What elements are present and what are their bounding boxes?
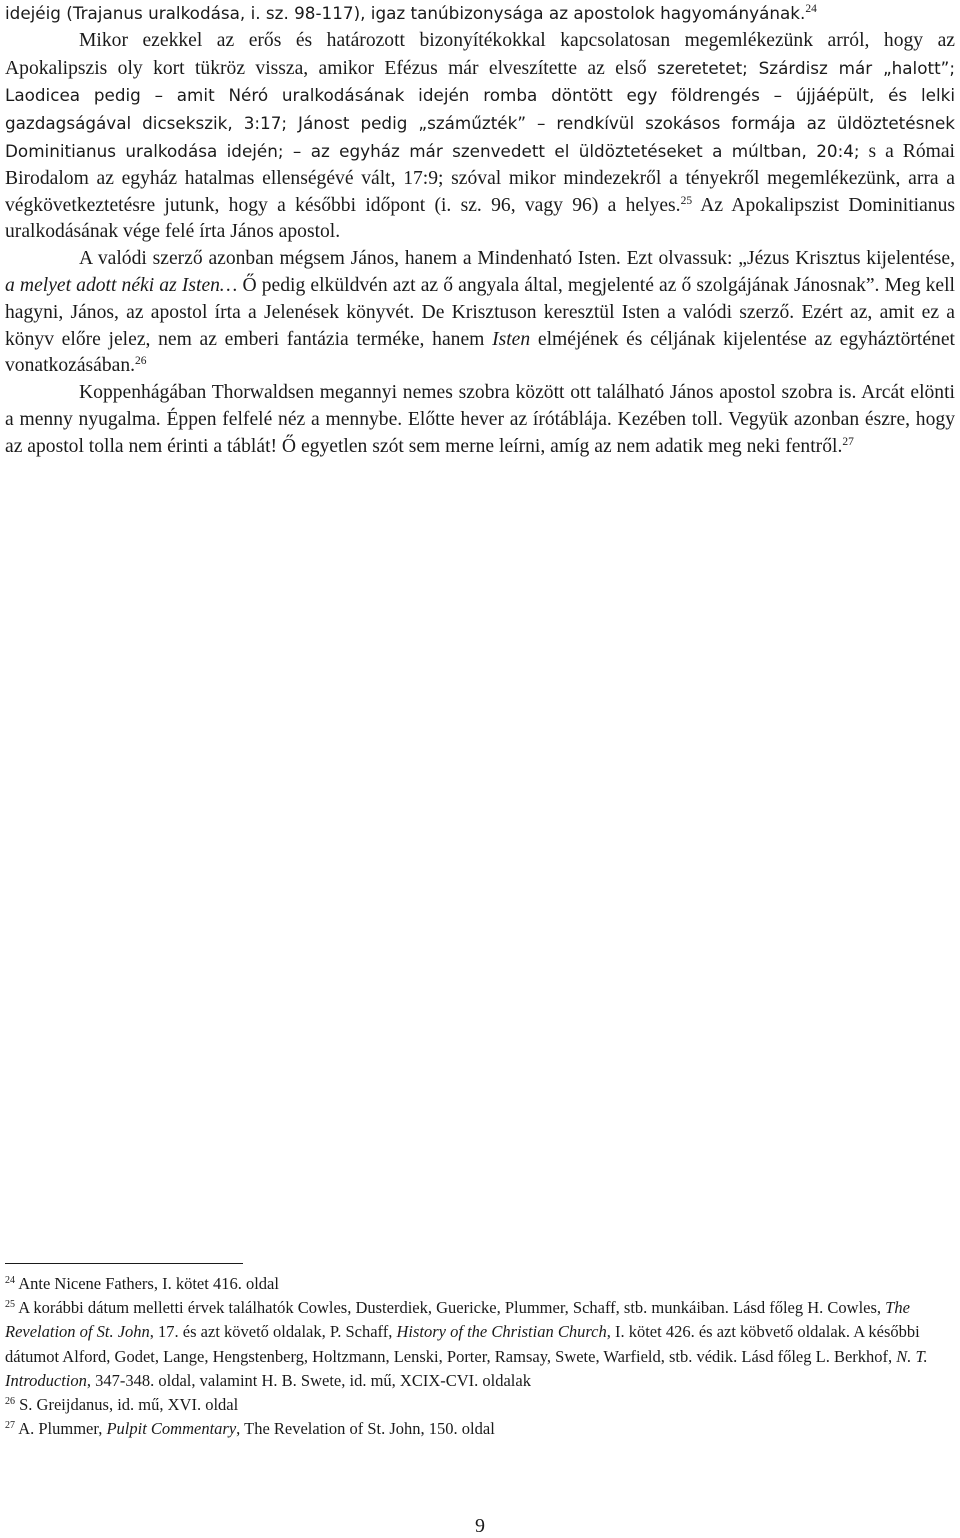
text-run: Ante Nicene Fathers, I. kötet 416. oldal — [15, 1274, 279, 1293]
text-run: A valódi szerző azonban mégsem János, hanem a Mindenható Isten. Ezt olvassuk: „Jézus Krisztus kijelentése, — [79, 248, 955, 270]
text-run: , I. kötet 426. és azt köbvető oldalak. A későbbi dátumot Alford, Godet, Lange, Hengstenberg, Holtzmann, Lenski, Porter, Ramsay, Swete, Warfield, stb. védik. Lásd főleg L. Berkhof, — [5, 1322, 920, 1366]
text-run: Mikor ezekkel az erős és határozott bizonyítékokkal kapcsolatosan megemlékezünk arról, hogy az Apokalipszis oly kort tükröz vissza, amikor Efézus már elveszítette az első — [5, 29, 955, 79]
text-run: , The Revelation of St. John, 150. oldal — [236, 1419, 495, 1439]
text-run: szeretetet; Szárdisz már „halott”; Laodicea pedig – amit Néró uralkodásának idején romba döntött egy földrengés – újjáépült, és lelki gazdagságával dicsekszik, 3:17; Jánost pedig „száműzték” – rendkívül szokásos formája az üldöztetésnek Dominitianus uralkodása idején; – az egyház már szenvedett el üldöztetéseket a múltban, 20:4; — [5, 57, 955, 161]
footnote-number: 25 — [5, 1299, 15, 1311]
footnote-reference: 26 — [135, 355, 147, 368]
main-text — [5, 0, 955, 461]
text-run: Ő pedig elküldvén azt az ő angyala által, megjelenté az ő szolgájának Jánosnak”. Meg kell hagyni, János, az apostol írta a Jelenések könyvét. De Krisztuson keresztül Isten a valódi szerző. Ezért az, amit ez a könyv előre jelez, nem az emberi fantázia terméke, hanem — [5, 274, 955, 350]
footnote-separator — [5, 1263, 243, 1264]
footnote-reference: 27 — [842, 435, 854, 448]
text-run: s a Római Birodalom az egyház hatalmas ellenségévé vált, 17:9; szóval mikor mindezekről a tényekről megemlékezünk, arra a végkövetkeztetésre jutunk, hogy a későbbi időpont (i. sz. 96, vagy 96) a helyes. — [5, 140, 956, 216]
footnote — [5, 1417, 955, 1441]
paragraph — [5, 246, 955, 380]
footnote-reference: 25 — [680, 194, 693, 207]
page-number: 9 — [475, 1515, 485, 1537]
italic-text: Isten — [492, 328, 531, 350]
footnote-reference: 24 — [805, 3, 817, 15]
italic-text: N. T. Introduction — [5, 1346, 928, 1390]
text-run: A. Plummer, — [15, 1419, 107, 1439]
paragraph — [5, 380, 955, 460]
footnote — [5, 1272, 955, 1296]
footnote-number: 24 — [5, 1275, 15, 1286]
italic-text: a melyet adott néki az Isten… — [5, 274, 238, 296]
italic-text: The Revelation of St. John — [5, 1298, 910, 1342]
italic-text: History of the Christian Church — [396, 1322, 607, 1342]
text-run: Koppenhágában Thorwaldsen megannyi nemes szobra között ott található János apostol szobra is. Arcát elönti a menny nyugalma. Éppen felfelé néz a mennybe. Előtte hever az írótáblája. Kezében toll. Vegyük azonban észre, hogy az apostol tolla nem érinti a táblát! Ő egyetlen szót sem merne leírni, amíg az nem adatik meg neki fentről. — [5, 382, 955, 457]
text-run: A korábbi dátum melletti érvek találhatók Cowles, Dusterdiek, Guericke, Plummer, Schaff, stb. munkáiban. Lásd főleg H. Cowles, — [15, 1298, 886, 1318]
footnotes-section — [5, 1272, 955, 1441]
text-run: , 347-348. oldal, valamint H. B. Swete, id. mű, XCIX-CVI. oldalak — [86, 1370, 531, 1390]
footnote-number: 27 — [5, 1420, 15, 1432]
text-run: S. Greijdanus, id. mű, XVI. oldal — [15, 1395, 239, 1415]
text-run: elméjének és céljának kijelentése az egyháztörténet vonatkozásában. — [5, 328, 955, 377]
footnote — [5, 1296, 955, 1393]
italic-text: Pulpit Commentary — [106, 1419, 237, 1439]
text-run: , 17. és azt követő oldalak, P. Schaff, — [149, 1322, 397, 1342]
paragraph — [5, 0, 955, 28]
footnote-number: 26 — [5, 1396, 15, 1408]
text-run: Az Apokalipszist Dominitianus uralkodásának vége felé írta János apostol. — [5, 194, 956, 243]
footnote — [5, 1393, 955, 1417]
text-run: idejéig (Trajanus uralkodása, i. sz. 98-117), igaz tanúbizonysága az apostolok hagyományának — [5, 3, 801, 23]
text-run: . — [800, 3, 806, 23]
paragraph — [5, 28, 955, 246]
